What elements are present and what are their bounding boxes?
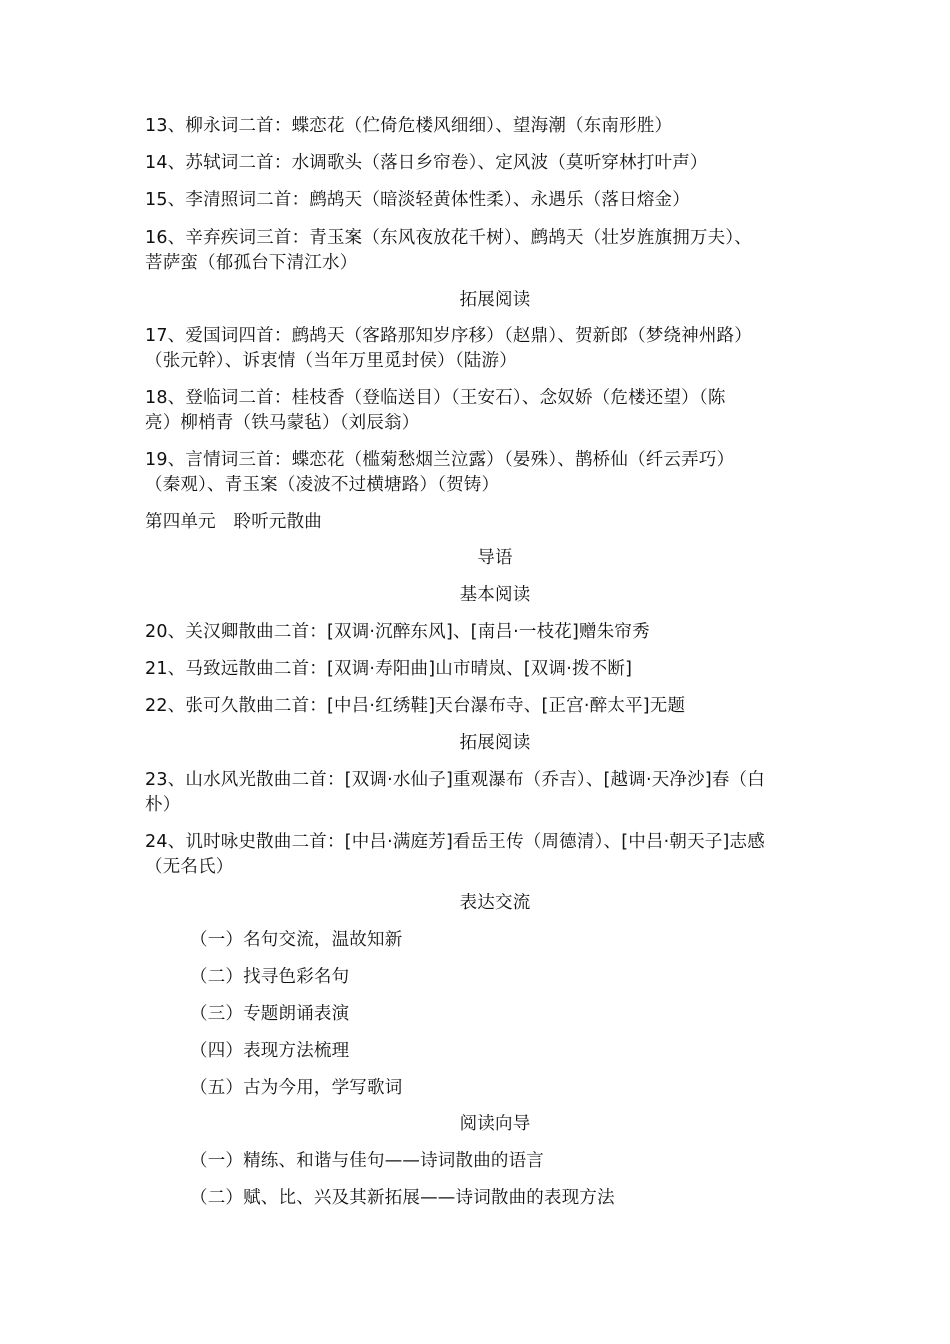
section-heading-expression: 表达交流	[459, 893, 531, 913]
list-item-18: 18、登临词二首：桂枝香（登临送目）（王安石）、念奴娇（危楼还望）（陈	[145, 388, 726, 408]
reading-guide-item-2: （二）赋、比、兴及其新拓展——诗词散曲的表现方法	[190, 1188, 615, 1208]
section-heading-reading-guide: 阅读向导	[459, 1114, 531, 1134]
list-item-19-cont: （秦观）、青玉案（凌波不过横塘路）（贺铸）	[145, 475, 500, 495]
reading-guide-item-1: （一）精练、和谐与佳句——诗词散曲的语言	[190, 1151, 544, 1171]
list-item-24-cont: （无名氏）	[145, 857, 234, 877]
expression-item-2: （二）找寻色彩名句	[190, 967, 350, 987]
section-heading-basic-reading: 基本阅读	[459, 585, 531, 605]
list-item-13: 13、柳永词二首：蝶恋花（伫倚危楼风细细）、望海潮（东南形胜）	[145, 116, 673, 136]
list-item-20: 20、关汉卿散曲二首：[双调·沉醉东风]、[南吕·一枝花]赠朱帘秀	[145, 622, 650, 642]
list-item-17: 17、爱国词四首：鹧鸪天（客路那知岁序移）（赵鼎）、贺新郎（梦绕神州路）	[145, 326, 752, 346]
list-item-23: 23、山水风光散曲二首：[双调·水仙子]重观瀑布（乔吉）、[越调·天净沙]春（白	[145, 770, 765, 790]
expression-item-5: （五）古为今用，学写歌词	[190, 1078, 403, 1098]
list-item-21: 21、马致远散曲二首：[双调·寿阳曲]山市晴岚、[双调·拨不断]	[145, 659, 633, 679]
list-item-14: 14、苏轼词二首：水调歌头（落日乡帘卷）、定风波（莫听穿林打叶声）	[145, 153, 708, 173]
list-item-19: 19、言情词三首：蝶恋花（槛菊愁烟兰泣露）（晏殊）、鹊桥仙（纤云弄巧）	[145, 450, 735, 470]
section-heading-extended-reading-1: 拓展阅读	[459, 290, 531, 310]
list-item-15: 15、李清照词二首：鹧鸪天（暗淡轻黄体性柔）、永遇乐（落日熔金）	[145, 190, 690, 210]
list-item-24: 24、讥时咏史散曲二首：[中吕·满庭芳]看岳王传（周德清）、[中吕·朝天子]志感	[145, 832, 765, 852]
list-item-16-cont: 菩萨蛮（郁孤台下清江水）	[145, 253, 358, 273]
list-item-22: 22、张可久散曲二首：[中吕·红绣鞋]天台瀑布寺、[正宫·醉太平]无题	[145, 696, 686, 716]
list-item-16: 16、辛弃疾词三首：青玉案（东风夜放花千树）、鹧鸪天（壮岁旌旗拥万夫）、	[145, 228, 752, 248]
list-item-23-cont: 朴）	[145, 795, 181, 815]
unit-title: 第四单元 聆听元散曲	[145, 512, 322, 532]
expression-item-4: （四）表现方法梳理	[190, 1041, 350, 1061]
expression-item-1: （一）名句交流，温故知新	[190, 930, 403, 950]
section-heading-introduction: 导语	[477, 548, 513, 568]
list-item-18-cont: 亮）柳梢青（铁马蒙毡）（刘辰翁）	[145, 413, 420, 433]
list-item-17-cont: （张元幹）、诉衷情（当年万里觅封侯）（陆游）	[145, 351, 517, 371]
expression-item-3: （三）专题朗诵表演	[190, 1004, 350, 1024]
section-heading-extended-reading-2: 拓展阅读	[459, 733, 531, 753]
